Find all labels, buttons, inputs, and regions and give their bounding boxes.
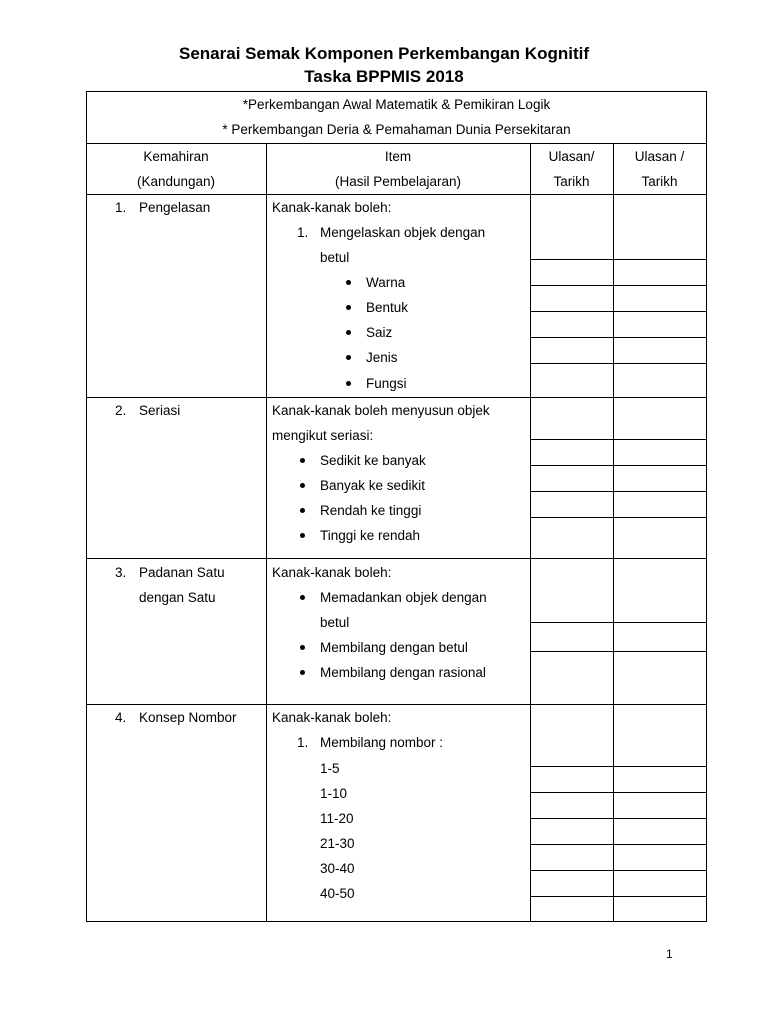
bullet-item: Saiz: [366, 320, 392, 345]
table-border-right: [706, 91, 707, 922]
column-header-ulasan-1: Ulasan/: [548, 149, 595, 164]
section-skill: Padanan Satu: [139, 565, 225, 580]
sub-item-text: betul: [320, 250, 350, 265]
review-row-line: [530, 439, 707, 440]
table-border-left: [86, 91, 87, 922]
column-divider: [266, 143, 267, 922]
review-row-line: [530, 285, 707, 286]
header-line-math: *Perkembangan Awal Matematik & Pemikiran Logik: [242, 97, 551, 112]
review-row-line: [530, 363, 707, 364]
page-number: 1: [666, 947, 673, 961]
review-row-line: [530, 259, 707, 260]
review-row-line: [530, 818, 707, 819]
review-row-line: [530, 792, 707, 793]
section-intro: mengikut seriasi:: [272, 428, 374, 443]
sub-item-text: Membilang nombor :: [320, 735, 444, 750]
review-row-line: [530, 311, 707, 312]
bullet-item: Memadankan objek dengan: [320, 585, 487, 610]
section-skill: Pengelasan: [139, 200, 211, 215]
section-skill: Seriasi: [139, 403, 181, 418]
column-header-ulasan-2: Ulasan /: [634, 149, 685, 164]
bullet-item: Warna: [366, 270, 405, 295]
section-intro: Kanak-kanak boleh:: [272, 200, 392, 215]
review-row-line: [530, 896, 707, 897]
document-title: Senarai Semak Komponen Perkembangan Kognitif: [179, 44, 589, 63]
section-number: 2.: [115, 403, 127, 418]
sub-item-number: 1.: [297, 225, 309, 240]
review-row-line: [530, 766, 707, 767]
column-header-kemahiran-sub: (Kandungan): [136, 174, 216, 189]
bullet-item: Rendah ke tinggi: [320, 498, 421, 523]
section-skill: dengan Satu: [139, 590, 216, 605]
number-range: 40-50: [320, 886, 355, 901]
table-border-bottom: [86, 921, 707, 922]
document-subtitle: Taska BPPMIS 2018: [304, 67, 464, 86]
bullet-item: Membilang dengan betul: [320, 635, 468, 660]
column-header-item-sub: (Hasil Pembelajaran): [334, 174, 462, 189]
bullet-item: Sedikit ke banyak: [320, 448, 426, 473]
column-header-kemahiran: Kemahiran: [143, 149, 209, 164]
sub-item-text: Mengelaskan objek dengan: [320, 225, 486, 240]
bullet-item: Jenis: [366, 345, 398, 370]
bullet-item: Tinggi ke rendah: [320, 523, 420, 548]
section-skill: Konsep Nombor: [139, 710, 237, 725]
review-row-line: [530, 465, 707, 466]
bullet-item: Banyak ke sedikit: [320, 473, 425, 498]
row-divider: [86, 558, 707, 559]
number-range: 1-10: [320, 786, 348, 801]
number-range: 21-30: [320, 836, 355, 851]
review-row-line: [530, 491, 707, 492]
review-row-line: [530, 622, 707, 623]
review-row-line: [530, 517, 707, 518]
column-header-tarikh-1: Tarikh: [553, 174, 590, 189]
number-range: 30-40: [320, 861, 355, 876]
section-number: 3.: [115, 565, 127, 580]
section-intro: Kanak-kanak boleh:: [272, 710, 392, 725]
number-range: 1-5: [320, 761, 340, 776]
review-row-line: [530, 844, 707, 845]
bullet-item: Membilang dengan rasional: [320, 660, 486, 685]
header-line-senses: * Perkembangan Deria & Pemahaman Dunia Persekitaran: [222, 122, 571, 137]
section-number: 4.: [115, 710, 127, 725]
column-header-item: Item: [384, 149, 412, 164]
column-header-tarikh-2: Tarikh: [641, 174, 678, 189]
number-range: 11-20: [320, 811, 354, 826]
sub-item-number: 1.: [297, 735, 309, 750]
section-number: 1.: [115, 200, 127, 215]
section-intro: Kanak-kanak boleh menyusun objek: [272, 403, 490, 418]
review-row-line: [530, 651, 707, 652]
bullet-item: Bentuk: [366, 295, 408, 320]
section-intro: Kanak-kanak boleh:: [272, 565, 392, 580]
bullet-item-continuation: betul: [320, 615, 350, 630]
review-row-line: [530, 337, 707, 338]
review-row-line: [530, 870, 707, 871]
bullet-item: Fungsi: [366, 371, 407, 396]
